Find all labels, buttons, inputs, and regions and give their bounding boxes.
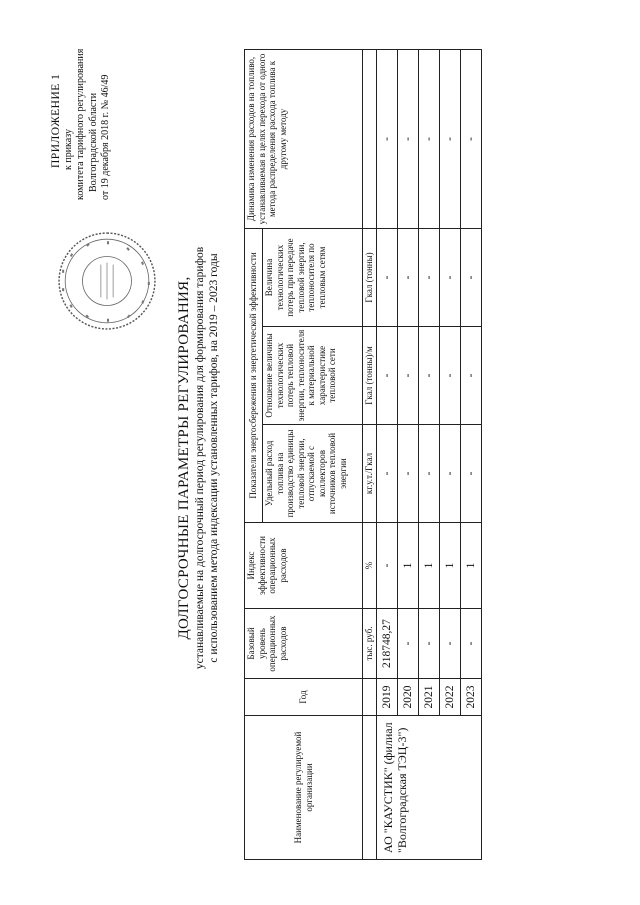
title-block [176, 36, 221, 880]
unit-cell [363, 716, 377, 860]
appendix-block [50, 40, 113, 200]
appendix-line: комитета тарифного регулирования [75, 48, 86, 200]
parameters-table [244, 49, 482, 860]
ratio-cell: - [377, 327, 398, 425]
fuel-cell: - [398, 425, 419, 523]
unit-fuel: кг.у.т./Гкал [363, 425, 377, 523]
ratio-cell: - [398, 327, 419, 425]
document-title: ДОЛГОСРОЧНЫЕ ПАРАМЕТРЫ РЕГУЛИРОВАНИЯ, [176, 276, 192, 640]
table-row [377, 49, 398, 859]
base-cell: - [419, 609, 440, 679]
losses-cell: - [440, 228, 461, 326]
official-seal-icon [56, 230, 158, 332]
fuel-cell: - [461, 425, 482, 523]
document-sheet [14, 36, 614, 880]
unit-base: тыс. руб. [363, 609, 377, 679]
fuel-cell: - [440, 425, 461, 523]
losses-cell: - [461, 228, 482, 326]
base-cell: - [398, 609, 419, 679]
index-cell: 1 [398, 523, 419, 609]
header-base-level: Базовый уровень операционных расходов [245, 609, 363, 679]
index-cell: 1 [461, 523, 482, 609]
dynamics-cell: - [461, 49, 482, 228]
year-cell: 2023 [461, 679, 482, 716]
appendix-line: Волгоградской области [87, 92, 99, 192]
header-org: Наименование регулируемой организации [245, 716, 363, 860]
header-year: Год [245, 679, 363, 716]
header-tech-losses: Величина технологических потерь при передаче тепловой энергии, теплоносителя по тепловым сетям [263, 228, 363, 326]
dynamics-cell: - [398, 49, 419, 228]
dynamics-cell: - [377, 49, 398, 228]
year-cell: 2020 [398, 679, 419, 716]
year-cell: 2022 [440, 679, 461, 716]
fuel-cell: - [377, 425, 398, 523]
org-name: АО "КАУСТИК" (филиал "Волгоградская ТЭЦ-3") [377, 716, 482, 860]
unit-cell [363, 679, 377, 716]
header-fuel-consumption: Удельный расход топлива на производство единицы тепловой энергии, отпускаемой с коллекторов источников тепловой энергии [263, 425, 363, 523]
base-cell: 218748,27 [377, 609, 398, 679]
dynamics-cell: - [419, 49, 440, 228]
dynamics-cell: - [440, 49, 461, 228]
index-cell: 1 [419, 523, 440, 609]
unit-cell [363, 49, 377, 228]
ratio-cell: - [419, 327, 440, 425]
losses-cell: - [419, 228, 440, 326]
header-loss-ratio: Отношение величины технологических потерь тепловой энергии, теплоносителя к материальной характеристике тепловой сети [263, 327, 363, 425]
year-cell: 2019 [377, 679, 398, 716]
unit-index: % [363, 523, 377, 609]
fuel-cell: - [419, 425, 440, 523]
unit-ratio: Гкал (тонны)/м [363, 327, 377, 425]
document-subtitle: с использованием метода индексации установленных тарифов, на 2019 – 2023 годы [208, 253, 220, 663]
losses-cell: - [377, 228, 398, 326]
header-fuel-dynamics: Динамика изменения расходов на топливо, устанавливаемая в целях перехода от одного метода распределения расхода топлива к другому методу [245, 49, 363, 228]
index-cell: - [377, 523, 398, 609]
year-cell: 2021 [419, 679, 440, 716]
header-energy-group: Показатели энергосбережения и энергетической эффективности [245, 228, 263, 522]
appendix-title: ПРИЛОЖЕНИЕ 1 [50, 73, 62, 168]
appendix-line: к приказу [62, 129, 74, 170]
unit-losses: Гкал (тонны) [363, 228, 377, 326]
index-cell: 1 [440, 523, 461, 609]
ratio-cell: - [461, 327, 482, 425]
header-efficiency-index: Индекс эффективности операционных расходов [245, 523, 363, 609]
base-cell: - [440, 609, 461, 679]
base-cell: - [461, 609, 482, 679]
losses-cell: - [398, 228, 419, 326]
appendix-line: от 19 декабря 2018 г. № 46/49 [100, 74, 111, 200]
document-subtitle: устанавливаемые на долгосрочный период регулирования для формирования тарифов [194, 246, 206, 670]
ratio-cell: - [440, 327, 461, 425]
